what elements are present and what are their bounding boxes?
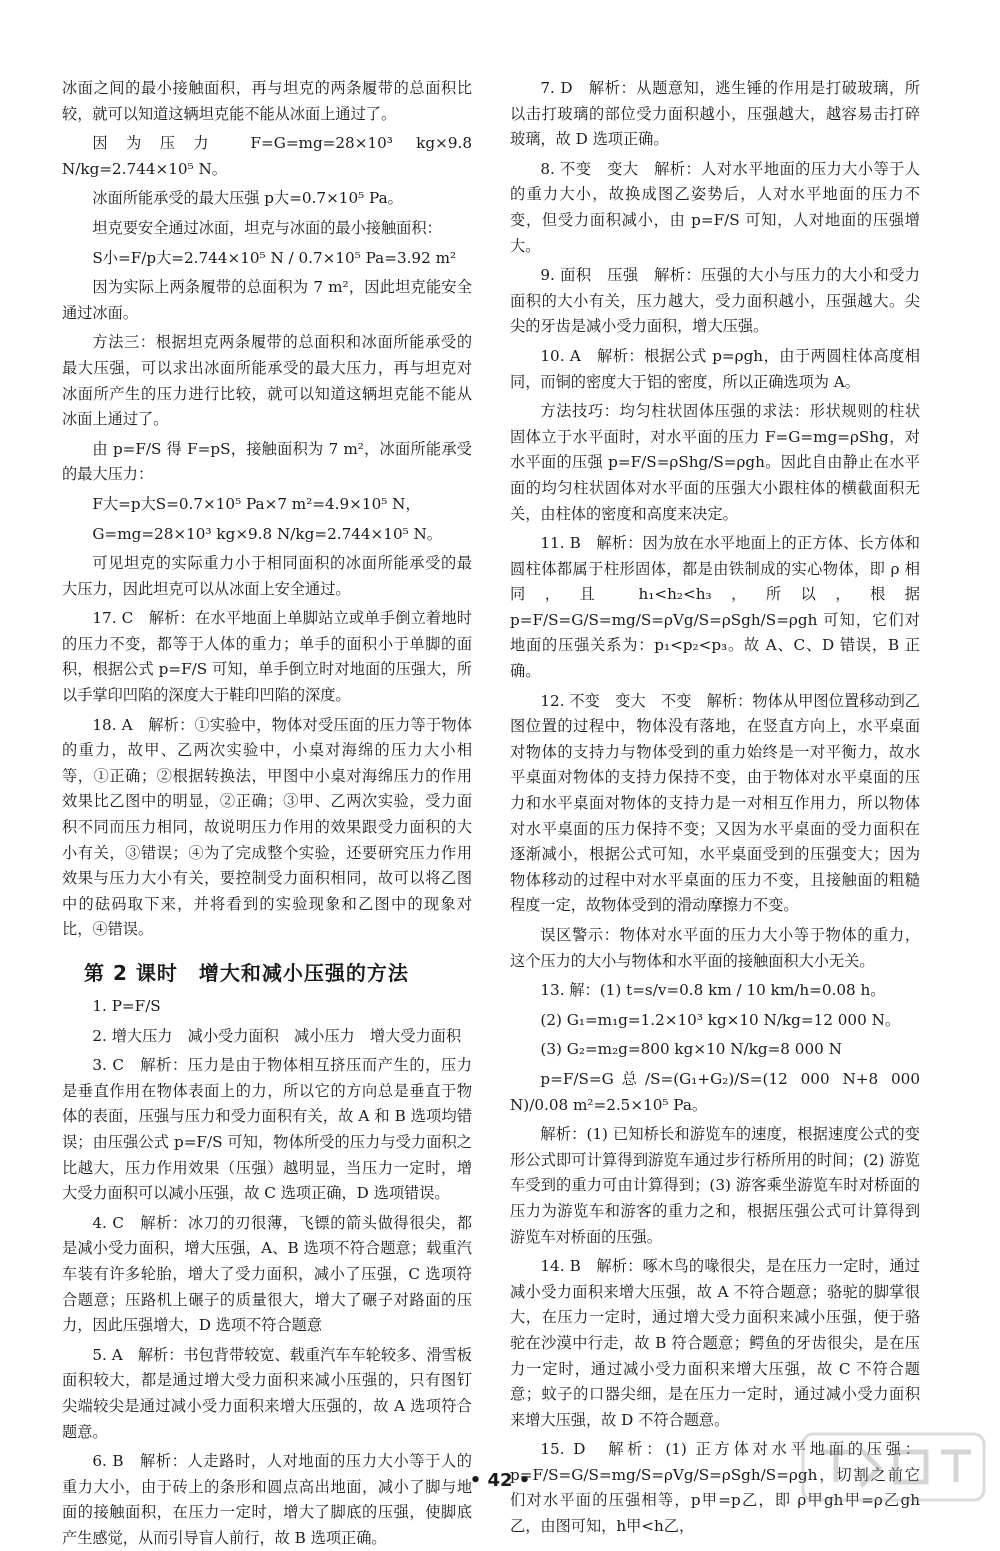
paragraph: 坦克要安全通过冰面，坦克与冰面的最小接触面积： [92,218,442,237]
paragraph: 10. A 解析：根据公式 p=ρgh，由于两圆柱体高度相同，而铜的密度大于铝的密度，所以正确选项为 A。 [510,346,920,391]
paragraph: 4. C 解析：冰刀的刃很薄，飞镖的箭头做得很尖，都是减小受力面积，增大压强，A、B 选项不符合题意；载重汽车装有许多轮胎，增大了受力面积，减小了压强，C 选项符合题意；压路机上碾子的质量很大，增大了碾子对路面的压力，因此压强增大，D 选项不符合题意 [62,1213,472,1335]
paragraph: p=F/S=G总/S=(G₁+G₂)/S=(12 000 N+8 000 N)/0.08 m²=2.5×10⁵ Pa。 [510,1069,920,1114]
paragraph: 冰面所能承受的最大压强 p大=0.7×10⁵ Pa。 [92,189,403,208]
paragraph: 3. C 解析：压力是由于物体相互挤压而产生的，压力是垂直作用在物体表面上的力，所以它的方向总是垂直于物体的表面，压强与压力和受力面积有关，故 A 和 B 选项均错误；由压强公式 p=F/S 可知，物体所受的压力与受力面积之比越大，压力作用效果（压强）越明显，当压力一定时，增大受力面积可以减小压强，故 C 选项正确，D 选项错误。 [62,1056,472,1203]
paragraph: 6. B 解析：人走路时，人对地面的压力大小等于人的重力大小，由于砖上的条形和圆点高出地面，减小了脚与地面的接触面积，在压力一定时，增大了脚底的压强，使脚底产生感觉，从而引导盲人前行，故 B 选项正确。 [62,1452,472,1547]
section-title: 第 2 课时 增大和减小压强的方法 [84,961,409,985]
paragraph: 2. 增大压力 减小受力面积 减小压力 增大受力面积 [92,1026,462,1045]
paragraph: S小=F/p大=2.744×10⁵ N / 0.7×10⁵ Pa=3.92 m² [92,248,457,267]
paragraph: 因为压力 F=G=mg=28×10³ kg×9.8 N/kg=2.744×10⁵ N。 [62,134,472,178]
paragraph: 17. C 解析：在水平地面上单脚站立或单手倒立着地时的压力不变，都等于人体的重力；单手的面积小于单脚的面积，根据公式 p=F/S 可知，单手倒立时对地面的压强大，所以手掌印凹陷的深度大于鞋印凹陷的深度。 [62,609,472,705]
paragraph: 方法三：根据坦克两条履带的总面积和冰面所能承受的最大压强，可以求出冰面所能承受的最大压力，再与坦克对冰面所产生的压力进行比较，就可以知道这辆坦克能不能从冰面上通过了。 [62,333,472,429]
paragraph: 13. 解：(1) t=s/v=0.8 km / 10 km/h=0.08 h。 [540,981,886,1000]
paragraph: 因为实际上两条履带的总面积为 7 m²，因此坦克能安全通过冰面。 [62,278,472,322]
paragraph: 冰面之间的最小接触面积，再与坦克的两条履带的总面积比较，就可以知道这辆坦克能不能从冰面上通过了。 [62,79,472,123]
paragraph: F大=p大S=0.7×10⁵ Pa×7 m²=4.9×10⁵ N， [92,494,421,513]
paragraph: 8. 不变 变大 解析：人对水平地面的压力大小等于人的重力大小，故换成图乙姿势后，人对水平地面的压力不变，但受力面积减小，由 p=F/S 可知，人对地面的压强增大。 [510,159,920,255]
paragraph: 1. P=F/S [92,997,161,1015]
paragraph: G=mg=28×10³ kg×9.8 N/kg=2.744×10⁵ N。 [92,524,442,543]
paragraph: 误区警示：物体对水平面的压力大小等于物体的重力，这个压力的大小与物体和水平面的接触面积大小无关。 [510,926,920,970]
paragraph: 12. 不变 变大 不变 解析：物体从甲图位置移动到乙图位置的过程中，物体没有落地，在竖直方向上，水平桌面对物体的支持力与物体受到的重力始终是一对平衡力，故水平桌面对物体的支持力保持不变，由于物体对水平桌面的压力和水平桌面对物体的支持力是一对相互作用力，所以物体对水平桌面的压力保持不变；又因为水平桌面的受力面积在逐渐减小，根据公式可知，水平桌面受到的压强变大；因为物体移动的过程中对水平桌面的压力不变，且接触面的粗糙程度一定，故物体受到的滑动摩擦力不变。 [510,691,920,915]
page-number: • 42 • [469,1470,531,1491]
left-column [62,72,472,1551]
right-column [510,72,920,1540]
paragraph: (2) G₁=m₁g=1.2×10³ kg×10 N/kg=12 000 N。 [540,1010,901,1029]
paragraph: 解析：(1) 已知桥长和游览车的速度，根据速度公式的变形公式即可计算得到游览车通过步行桥所用的时间；(2) 游览车受到的重力可由计算得到；(3) 游客乘坐游览车时对桥面的压力为游览车和游客的重力之和，根据压强公式可计算得到游览车对桥面的压强。 [510,1125,920,1246]
paragraph: 18. A 解析：①实验中，物体对受压面的压力等于物体的重力，故甲、乙两次实验中，小桌对海绵的压力大小相等，①正确；②根据转换法，甲图中小桌对海绵压力的作用效果比乙图中的明显，②正确；③甲、乙两次实验，受力面积不同而压力相同，故说明压力作用的效果跟受力面积的大小有关，③错误；④为了完成整个实验，还要研究压力作用效果与压力大小有关，要控制受力面积相同，故可以将乙图中的砝码取下来，并将看到的实验现象和乙图中的现象对比，④错误。 [62,715,472,939]
paragraph: 14. B 解析：啄木鸟的喙很尖，是在压力一定时，通过减小受力面积来增大压强，故 A 不符合题意；骆驼的脚掌很大，在压力一定时，通过增大受力面积来减小压强，便于骆驼在沙漠中行走，故 B 符合题意；鳄鱼的牙齿很尖，是在压力一定时，通过减小受力面积来增大压强，故 C 不符合题意；蚊子的口器尖细，是在压力一定时，通过减小受力面积来增大压强，故 D 不符合题意。 [510,1257,920,1429]
paragraph: 11. B 解析：因为放在水平地面上的正方体、长方体和圆柱体都属于柱形固体，都是由铁制成的实心物体，即 ρ 相同，且 h₁<h₂<h₃，所以，根据 p=F/S=G/S=mg/S=ρVg/S=ρSgh/S=ρgh 可知，它们对地面的压强关系为：p₁<p₂<p₃。故 A、C、D 错误，B 正确。 [510,534,920,681]
paragraph: 方法技巧：均匀柱状固体压强的求法：形状规则的柱状固体立于水平面时，对水平面的压力 F=G=mg=ρShg，对水平面的压强 p=F/S=ρShg/S=ρgh。因此自由静止在水平面的均匀柱状固体对水平面的压强大小跟柱体的横截面积无关，由柱体的密度和高度来决定。 [510,402,920,523]
paragraph: 9. 面积 压强 解析：压强的大小与压力的大小和受力面积的大小有关，压力越大，受力面积越小，压强越大。尖尖的牙齿是减小受力面积，增大压强。 [510,266,920,336]
paragraph: 可见坦克的实际重力小于相同面积的冰面所能承受的最大压力，因此坦克可以从冰面上安全通过。 [62,554,472,598]
paragraph: (3) G₂=m₂g=800 kg×10 N/kg=8 000 N [540,1040,842,1059]
paragraph: 由 p=F/S 得 F=pS，接触面积为 7 m²，冰面所能承受的最大压力： [62,439,472,484]
paragraph: 5. A 解析：书包背带较宽、载重汽车车轮较多、滑雪板面积较大，都是通过增大受力面积来减小压强的，只有图钉尖端较尖是通过减小受力面积来增大压强的，故 A 选项符合题意。 [62,1345,472,1441]
watermark-logo [801,1432,986,1502]
paragraph: 15. D 解析：(1) 正方体对水平地面的压强：p=F/S=G/S=mg/S=ρVg/S=ρSgh/S=ρgh，切割之前它们对水平面的压强相等，p甲=p乙，即 ρ甲gh甲=ρ乙gh乙，由图可知，h甲<h乙， [510,1440,920,1536]
paragraph: 7. D 解析：从题意知，逃生锤的作用是打破玻璃，所以击打玻璃的部位受力面积越小，压强越大，越容易击打碎玻璃，故 D 选项正确。 [510,79,920,149]
